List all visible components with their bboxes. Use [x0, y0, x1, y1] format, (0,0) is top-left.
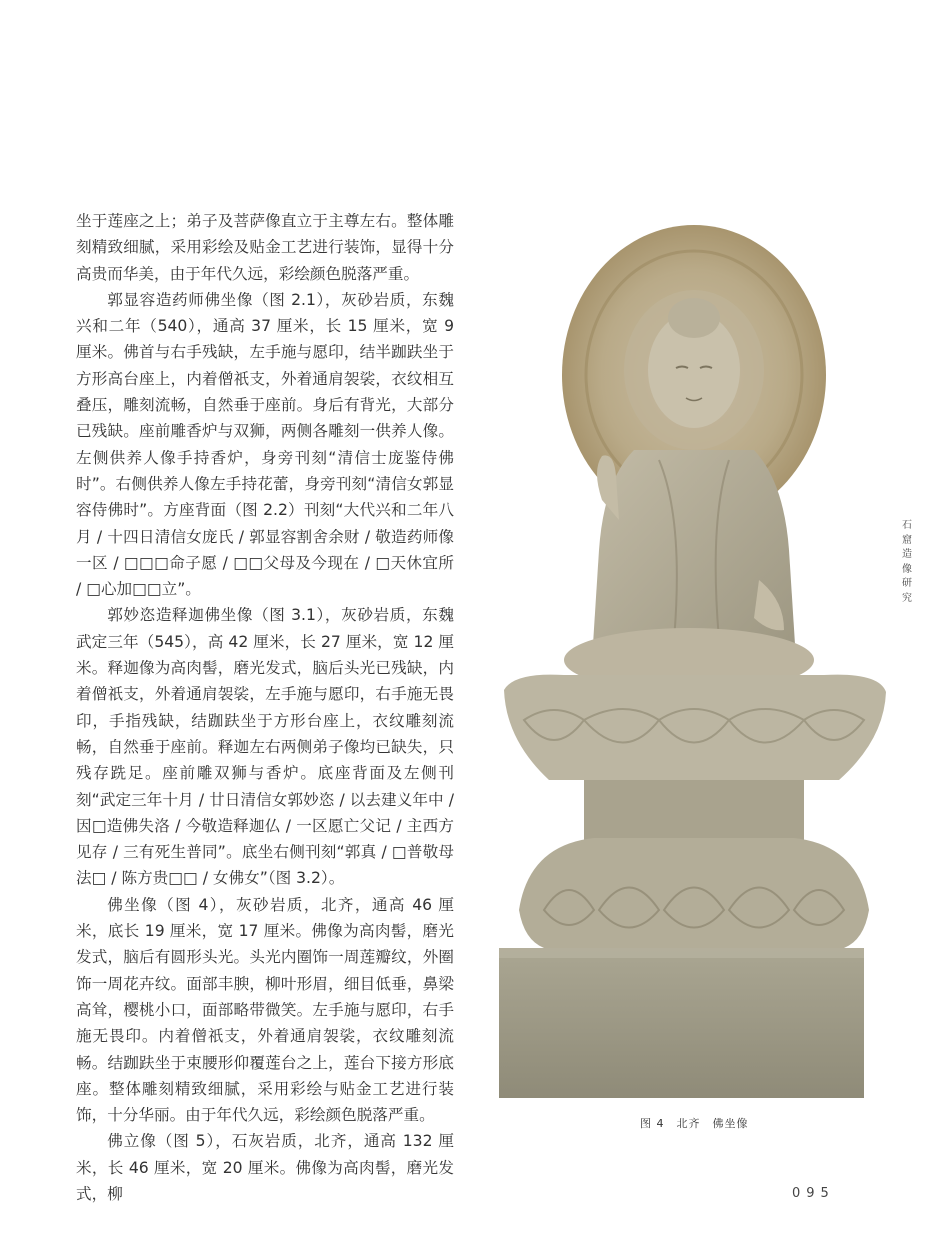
base-shape: [499, 948, 864, 1098]
waist-shape: [584, 780, 804, 840]
paragraph-3: 郭妙恣造释迦佛坐像（图 3.1），灰砂岩质，东魏武定三年（545），高 42 厘米，长 27 厘米，宽 12 厘米。释迦像为高肉髻，磨光发式，脑后头光已残缺，内着僧祇支，外着通肩袈裟，左手施与愿印，右手施无畏印，手指残缺，结跏趺坐于方形台座上，衣纹雕刻流畅，自然垂于座前。释迦左右两侧弟子像均已缺失，只残存跣足。座前雕双狮与香炉。底座背面及左侧刊刻“武定三年十月 / 廿日清信女郭妙恣 / 以去建义年中 / 因□造佛失洛 / 今敬造释迦仏 / 一区愿亡父记 / 主西方见存 / 三有死生普同”。底坐右侧刊刻“郭真 / □普敬母法□ / 陈方贵□□ / 女佛女”（图 3.2）。: [76, 606, 454, 888]
buddha-statue-image: [484, 220, 904, 1105]
figure-caption: 图 4 北齐 佛坐像: [640, 1117, 749, 1130]
upper-lotus-shape: [504, 675, 886, 780]
paragraph-4: 佛坐像（图 4），灰砂岩质，北齐，通高 46 厘米，底长 19 厘米，宽 17 厘米。佛像为高肉髻，磨光发式，脑后有圆形头光。头光内圈饰一周莲瓣纹，外圈饰一周花卉纹。面部丰腴，柳叶形眉，细目低垂，鼻梁高耸，樱桃小口，面部略带微笑。左手施与愿印，右手施无畏印。内着僧祇支，外着通肩袈裟，衣纹雕刻流畅。结跏趺坐于束腰形仰覆莲台之上，莲台下接方形底座。整体雕刻精致细腻，采用彩绘与贴金工艺进行装饰，十分华丽。由于年代久远，彩绘颜色脱落严重。: [76, 895, 454, 1125]
paragraph-2: 郭显容造药师佛坐像（图 2.1），灰砂岩质，东魏兴和二年（540），通高 37 厘米，长 15 厘米，宽 9 厘米。佛首与右手残缺，左手施与愿印，结半跏趺坐于方形高台座上，内着僧祇支，外着通肩袈裟，衣纹相互叠压，雕刻流畅，自然垂于座前。身后有背光，大部分已残缺。座前雕香炉与双狮，两侧各雕刻一供养人像。左侧供养人像手持香炉，身旁刊刻“清信士庞鉴侍佛时”。右侧供养人像左手持花蕾，身旁刊刻“清信女郭显容侍佛时”。方座背面（图 2.2）刊刻“大代兴和二年八月 / 十四日清信女庞氏 / 郭显容割舍余财 / 敬造药师像一区 / □□□命子愿 / □□父母及今现在 / □天休宜所 / □心加□□立”。: [76, 290, 454, 599]
paragraph-5: 佛立像（图 5），石灰岩质，北齐，通高 132 厘米，长 46 厘米，宽 20 厘米。佛像为高肉髻，磨光发式，柳: [76, 1132, 454, 1203]
lower-lotus-shape: [519, 838, 869, 948]
body-text-column: [76, 208, 454, 1207]
page-number: 095: [792, 1186, 835, 1201]
paragraph-1: 坐于莲座之上；弟子及菩萨像直立于主尊左右。整体雕刻精致细腻，采用彩绘及贴金工艺进行装饰，显得十分高贵而华美，由于年代久远，彩绘颜色脱落严重。: [76, 212, 454, 283]
section-side-label: 石窟造像研究: [902, 520, 912, 604]
buddha-statue-figure: [484, 220, 904, 1105]
